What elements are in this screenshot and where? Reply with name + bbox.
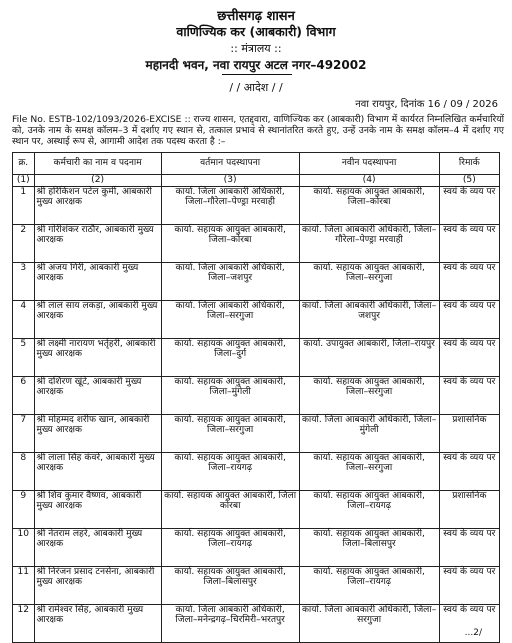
remark-cell: प्रशासनिक bbox=[439, 491, 499, 529]
remark-cell: स्वयं के व्यय पर bbox=[439, 263, 499, 301]
current-posting-cell: कार्या. जिला आबकारी अधिकारी, जिला–सरगुजा bbox=[161, 301, 299, 339]
serial-cell: 7 bbox=[13, 415, 35, 453]
table-row bbox=[13, 187, 500, 225]
remark-cell: स्वयं के व्यय पर bbox=[439, 529, 499, 567]
serial-cell: 3 bbox=[13, 263, 35, 301]
new-posting-cell: कार्या. उपायुक्त आबकारी, जिला–रायपुर bbox=[299, 339, 439, 377]
order-paragraph: File No. ESTB-102/1093/2026-EXCISE :: राज्य शासन, एतद्द्वारा, वाणिज्यिक कर (आबकारी) विभाग में कार्यरत निम्नलिखित कर्मचारियों को, उनके नाम के समक्ष कॉलम–3 में दर्शाए गए स्थान से, तत्काल प्रभाव से स्थानांतरित करते हुए, उन्हें उनके नाम के समक्ष कॉलम–4 में दर्शाए गए स्थान पर, अस्थाई रूप से, आगामी आदेश तक पदस्थ करता है :– bbox=[12, 114, 504, 148]
serial-cell: 10 bbox=[13, 529, 35, 567]
order-heading: / / आदेश / / bbox=[229, 81, 283, 94]
address-line: महानदी भवन, नवा रायपुर अटल नगर–492002 bbox=[145, 58, 367, 72]
current-posting-cell: कार्या. सहायक आयुक्त आबकारी, जिला–मुंगेली bbox=[161, 377, 299, 415]
serial-cell: 8 bbox=[13, 453, 35, 491]
name-cell: श्री गोरीशंकर राठौर, आबकारी मुख्य आरक्षक bbox=[34, 225, 161, 263]
serial-cell: 4 bbox=[13, 301, 35, 339]
remark-cell: स्वयं के व्यय पर bbox=[439, 453, 499, 491]
col-header-serial: क्र. bbox=[13, 153, 35, 175]
col-header-new: नवीन पदस्थापना bbox=[299, 153, 439, 175]
transfer-table bbox=[12, 152, 500, 643]
name-cell: श्री लक्ष्मी नारायण भर्तृहरी, आबकारी मुख्य आरक्षक bbox=[34, 339, 161, 377]
new-posting-cell: कार्या. सहायक आयुक्त आबकारी, जिला–रायगढ़ bbox=[299, 491, 439, 529]
table-row bbox=[13, 301, 500, 339]
new-posting-cell: कार्या. जिला आबकारी अधिकारी, जिला–जशपुर bbox=[299, 301, 439, 339]
name-cell: श्री लाल साय लकड़ा, आबकारी मुख्य आरक्षक bbox=[34, 301, 161, 339]
table-row bbox=[13, 415, 500, 453]
current-posting-cell: कार्या. सहायक आयुक्त आबकारी, जिला–कोरबा bbox=[161, 225, 299, 263]
table-row bbox=[13, 377, 500, 415]
current-posting-cell: कार्या. जिला आबकारी अधिकारी, जिला–गौरेला–पेण्ड्रा मरवाही bbox=[161, 187, 299, 225]
current-posting-cell: कार्या. सहायक आयुक्त आबकारी, जिला–रायगढ़ bbox=[161, 453, 299, 491]
remark-cell: स्वयं के व्यय पर bbox=[439, 567, 499, 605]
column-number-row bbox=[13, 175, 500, 187]
col-number: (4) bbox=[299, 175, 439, 187]
new-posting-cell: कार्या. सहायक आयुक्त आबकारी, जिला–रायगढ़ bbox=[299, 567, 439, 605]
new-posting-cell: कार्या. जिला आबकारी अधिकारी, जिला–सरगुजा bbox=[299, 605, 439, 643]
serial-cell: 2 bbox=[13, 225, 35, 263]
col-number: (2) bbox=[34, 175, 161, 187]
new-posting-cell: कार्या. सहायक आयुक्त आबकारी, जिला–कोरबा bbox=[299, 187, 439, 225]
name-cell: श्री रामेश्वर सिंह, आबकारी मुख्य आरक्षक bbox=[34, 605, 161, 643]
serial-cell: 6 bbox=[13, 377, 35, 415]
ministry-label: :: मंत्रालय :: bbox=[230, 42, 282, 55]
serial-cell: 5 bbox=[13, 339, 35, 377]
current-posting-cell: कार्या. जिला आबकारी अधिकारी, जिला–जशपुर bbox=[161, 263, 299, 301]
table-row bbox=[13, 453, 500, 491]
serial-cell: 11 bbox=[13, 567, 35, 605]
col-header-name: कर्मचारी का नाम व पदनाम bbox=[34, 153, 161, 175]
remark-cell: स्वयं के व्यय पर bbox=[439, 605, 499, 643]
new-posting-cell: कार्या. जिला आबकारी अधिकारी, जिला–मुंगेली bbox=[299, 415, 439, 453]
new-posting-cell: कार्या. सहायक आयुक्त आबकारी, जिला–सरगुजा bbox=[299, 263, 439, 301]
col-number: (3) bbox=[161, 175, 299, 187]
current-posting-cell: कार्या. सहायक आयुक्त आबकारी, जिला कोरबा bbox=[161, 491, 299, 529]
department-title: वाणिज्यिक कर (आबकारी) विभाग bbox=[176, 24, 336, 39]
new-posting-cell: कार्या. सहायक आयुक्त आबकारी, जिला–सरगुजा bbox=[299, 377, 439, 415]
col-header-remark: रिमार्क bbox=[439, 153, 499, 175]
divider bbox=[222, 74, 292, 75]
new-posting-cell: कार्या. सहायक आयुक्त आबकारी, जिला–बिलासपुर bbox=[299, 529, 439, 567]
current-posting-cell: कार्या. सहायक आयुक्त आबकारी, जिला–दुर्ग bbox=[161, 339, 299, 377]
col-number: (5) bbox=[439, 175, 499, 187]
name-cell: श्री मोहम्मद शरीफ खान, आबकारी मुख्य आरक्षक bbox=[34, 415, 161, 453]
name-cell: श्री निरंजन प्रसाद टनसेना, आबकारी मुख्य आरक्षक bbox=[34, 567, 161, 605]
remark-cell: स्वयं के व्यय पर bbox=[439, 187, 499, 225]
table-row bbox=[13, 263, 500, 301]
page-number: ...2/ bbox=[464, 628, 482, 638]
table-row bbox=[13, 529, 500, 567]
table-row bbox=[13, 605, 500, 643]
new-posting-cell: कार्या. सहायक आयुक्त आबकारी, जिला–सरगुजा bbox=[299, 453, 439, 491]
current-posting-cell: कार्या. जिला आबकारी अधिकारी, जिला–मनेन्द्रगढ़–चिरमिरी–भरतपुर bbox=[161, 605, 299, 643]
table-row bbox=[13, 491, 500, 529]
name-cell: श्री नेतराम लहरे, आबकारी मुख्य आरक्षक bbox=[34, 529, 161, 567]
new-posting-cell: कार्या. जिला आबकारी अधिकारी, जिला–गौरेला–पेण्ड्रा मरवाही bbox=[299, 225, 439, 263]
remark-cell: स्वयं के व्यय पर bbox=[439, 377, 499, 415]
remark-cell: प्रशासनिक bbox=[439, 415, 499, 453]
name-cell: श्री लाला सिंह कंवरे, आबकारी मुख्य आरक्षक bbox=[34, 453, 161, 491]
remark-cell: स्वयं के व्यय पर bbox=[439, 225, 499, 263]
table-row bbox=[13, 225, 500, 263]
govt-title: छत्तीसगढ़ शासन bbox=[217, 9, 295, 24]
current-posting-cell: कार्या. सहायक आयुक्त आबकारी, जिला–बिलासपुर bbox=[161, 567, 299, 605]
remark-cell: स्वयं के व्यय पर bbox=[439, 301, 499, 339]
name-cell: श्री शिव कुमार वैष्णव, आबकारी मुख्य आरक्षक bbox=[34, 491, 161, 529]
serial-cell: 1 bbox=[13, 187, 35, 225]
serial-cell: 12 bbox=[13, 605, 35, 643]
name-cell: श्री अजय गिरी, आबकारी मुख्य आरक्षक bbox=[34, 263, 161, 301]
table-row bbox=[13, 339, 500, 377]
remark-cell: स्वयं के व्यय पर bbox=[439, 339, 499, 377]
table-row bbox=[13, 567, 500, 605]
current-posting-cell: कार्या. सहायक आयुक्त आबकारी, जिला–रायगढ़ bbox=[161, 529, 299, 567]
col-header-current: वर्तमान पदस्थापना bbox=[161, 153, 299, 175]
current-posting-cell: कार्या. सहायक आयुक्त आबकारी, जिला–सरगुजा bbox=[161, 415, 299, 453]
serial-cell: 9 bbox=[13, 491, 35, 529]
name-cell: श्री दशिरण खूंटे, आबकारी मुख्य आरक्षक bbox=[34, 377, 161, 415]
date-line: नवा रायपुर, दिनांक 16 / 09 / 2026 bbox=[355, 99, 498, 110]
name-cell: श्री हरिकिशन पटेल कुर्मी, आबकारी मुख्य आरक्षक bbox=[34, 187, 161, 225]
col-number: (1) bbox=[13, 175, 35, 187]
